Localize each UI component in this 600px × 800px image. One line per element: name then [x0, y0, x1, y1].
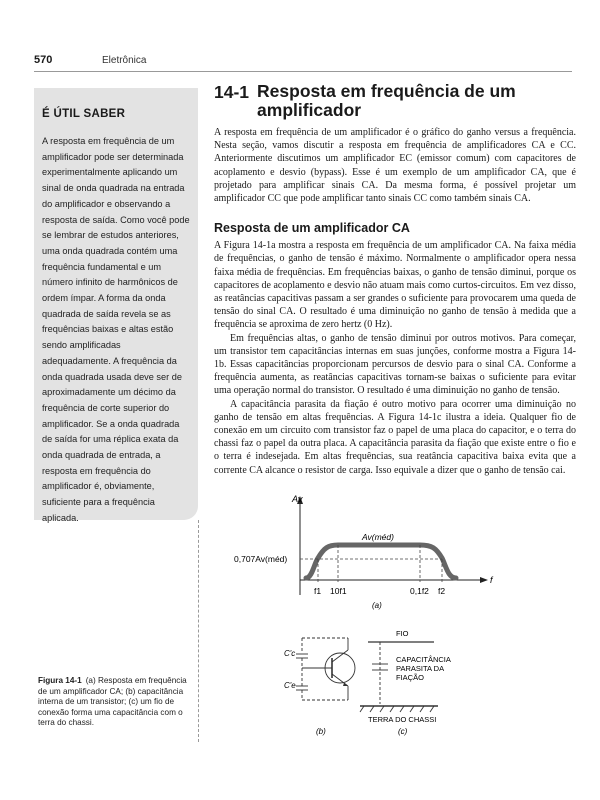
level-label: 0,707Av(méd) [234, 554, 288, 564]
paragraph-3: Em frequências altas, o ganho de tensão diminui por outros motivos. Para começar, um transistor tem capacitâncias internas em suas junções, conforme mostra a Figura 14-1b. Essas capacitâncias proporcionam percursos de desvio para o sinal CA. Conforme a frequência aumenta, as reatâncias capacitivas tornam-se baixas o suficiente para evitar uma operação normal do transistor. O resultado é uma diminuição no ganho de tensão. [214, 332, 576, 397]
stray-cap-label-2: PARASITA DA [396, 664, 445, 673]
sub-label-b: (b) [316, 727, 326, 736]
fio-label: FIO [396, 629, 409, 638]
sub-label-c: (c) [398, 727, 408, 736]
paragraph-4: A capacitância parasita da fiação é outro motivo para ocorrer uma diminuição no ganho de tensão em altas frequências. A Figura 14-1c ilustra a ideia. Qualquer fio de conexão em um circuito com transistor faz o papel de uma placa do capacitor, e o terra do chassi faz o papel da outra placa. A capacitância parasita da fiação que existe entre o fio e o terra é indesejada. Em altas frequências, sua reatância capacitiva baixa evita que a corrente CA alcance o resistor de carga. Isso equivale a dizer que o ganho de tensão cai. [214, 398, 576, 476]
tick-01f2: 0,1f2 [410, 586, 429, 596]
hatch-3 [380, 706, 384, 712]
subsection-title: Resposta de um amplificador CA [214, 221, 410, 236]
frequency-response-graph [234, 494, 494, 610]
hatch-5 [400, 706, 404, 712]
main-column [214, 82, 576, 477]
page-header [0, 0, 600, 72]
collector-line [332, 650, 348, 662]
section-body [214, 126, 576, 477]
sub-label-a: (a) [372, 601, 382, 610]
section-title: Resposta em frequência de um amplificador [257, 81, 516, 120]
hatch-2 [370, 706, 374, 712]
chassis-ground-label: TERRA DO CHASSI [368, 715, 437, 724]
tick-f1: f1 [314, 586, 322, 596]
figure-14-1 [220, 490, 576, 740]
hatch-4 [390, 706, 394, 712]
hatch-7 [420, 706, 424, 712]
header-rule [34, 71, 572, 72]
sidebar-box [34, 88, 198, 523]
tick-10f1: 10f1 [330, 586, 347, 596]
figure-caption [38, 676, 190, 729]
cc-label: C'c [284, 649, 296, 658]
running-title: Eletrônica [102, 55, 147, 66]
caption-text: (a) Resposta em frequência de um amplificador CA; (b) capacitância interna de um transistor; (c) um fio de conexão forma uma capacitância com o terra do chassi. [38, 676, 187, 728]
sidebar-title: É ÚTIL SABER [42, 108, 126, 120]
response-curve [306, 545, 456, 578]
x-axis-label: f [490, 575, 493, 585]
paragraph-1: A resposta em frequência de um amplificador é o gráfico do ganho versus a frequência. Nesta seção, vamos discutir a resposta em frequência de amplificadores CA e CC. Anteriormente discutimos um amplificador EC (emissor comum) com capacitores de acoplamento e desvio (bypass). Esse é um exemplo de um amplificador CA, que é projetado para amplificar sinais CA. Da mesma forma, é possível projetar um amplificador CC que pode amplificar tanto sinais CC como também sinais CA. [214, 127, 576, 205]
hatch-8 [430, 706, 434, 712]
y-axis-label: Av [292, 494, 303, 504]
tick-f2: f2 [438, 586, 446, 596]
emitter-arrow [343, 683, 348, 686]
sidebar-divider [198, 520, 199, 742]
section-number: 14-1 [214, 82, 250, 102]
stray-cap-label-3: FIAÇÃO [396, 673, 424, 682]
hatch-6 [410, 706, 414, 712]
section-heading [214, 82, 576, 120]
mid-gain-label: Av(méd) [362, 532, 394, 542]
x-axis-arrow [480, 577, 488, 583]
paragraph-2: A Figura 14-1a mostra a resposta em frequência de um amplificador CA. Na faixa média de frequências, o ganho de tensão é máximo. Normalmente o amplificador opera nessa faixa média de frequências. Em frequências baixas, o ganho de tensão diminui, porque os capacitores de acoplamento e desvio não atuam mais como curtos-circuitos. Em vez disso, as reatâncias capacitivas passam a ser grandes o suficiente para provocarem uma queda de tensão do sinal CA. O resultado é uma diminuição no ganho de tensão à medida que a frequência se aproxima de zero hertz (0 Hz). [214, 240, 576, 331]
sidebar-text: A resposta em frequência de um amplificador pode ser determinada experimentalmente aplicando um sinal de onda quadrada na entrada do amplificador e observando a resposta de saída. Como você pode se lembrar de estudos anteriores, uma onda quadrada contém uma frequência fundamental e um número infinito de harmônicos de ordem ímpar. A forma da onda quadrada de saída revela se as frequências baixas e altas estão sendo amplificadas adequadamente. A frequência da onda quadrada usada deve ser de aproximadamente um décimo da frequência de corte superior do amplificador. Se a onda quadrada de saída for uma réplica exata da onda quadrada de entrada, a resposta em frequência do amplificador é, obviamente, suficiente para a frequência aplicada. [42, 136, 190, 523]
hatch-1 [360, 706, 364, 712]
ce-label: C'e [284, 681, 296, 690]
stray-cap-label-1: CAPACITÂNCIA [396, 655, 451, 664]
page-number: 570 [34, 54, 53, 66]
transistor-circuit [296, 638, 355, 700]
caption-label: Figura 14-1 [38, 676, 82, 685]
